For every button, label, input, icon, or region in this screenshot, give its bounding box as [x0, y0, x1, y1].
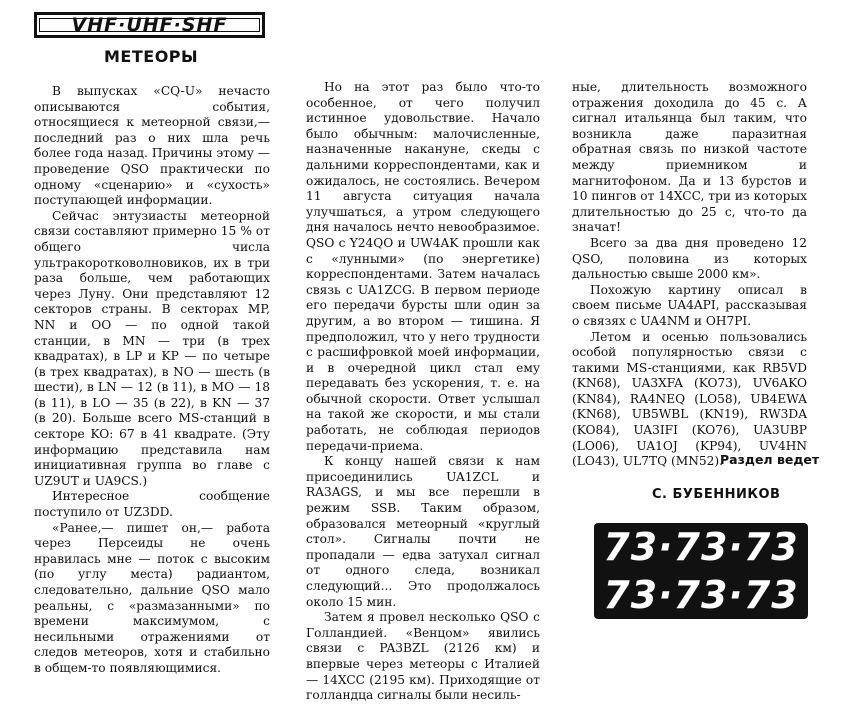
stamp-line: 73·73·73 — [603, 525, 799, 569]
article-title: МЕТЕОРЫ — [104, 47, 199, 66]
section-editor-label: Раздел ведет — [720, 452, 820, 467]
seventy-three-stamp — [594, 523, 808, 619]
article-column-1 — [34, 84, 270, 677]
paragraph: Сейчас энтузиасты метеорной связи составляют примерно 15 % от общего числа ультракоротковолновиков, их в три раза больше, чем работающих через Луну. Они представляют 12 секторов страны. В секторах MP, NN и OO — по одной такой станции, в MN — три (в трех квадратах), в LP и KP — по четыре (в трех квадратах), в NO — шесть (в шести), в LN — 12 (в 11), в MO — 18 (в 11), в LO — 35 (в 22), в KN — 37 (в 20). Больше всего MS-станций в секторе KO: 67 в 41 квадрате. (Эту информацию представила нам инициативная группа во главе с UZ9UT и UA9CS.) — [34, 208, 270, 488]
section-banner — [34, 12, 265, 38]
paragraph: К концу нашей связи к нам присоединились UA1ZCL и RA3AGS, и мы все перешли в режим SSB. Таким образом, образовался метеорный «круглый стол». Сигналы почти не пропадали — едва затухал сигнал от одного следа, возникал следующий... Это продолжалось около 15 мин. — [306, 454, 540, 609]
section-banner-text: VHF·UHF·SHF — [71, 14, 228, 36]
article-column-2 — [306, 80, 540, 704]
paragraph: Интересное сообщение поступило от UZ3DD. — [34, 489, 270, 520]
article-column-3 — [572, 80, 807, 470]
paragraph: Но на этот раз было что-то особенное, от чего получил истинное удовольствие. Начало было обычным: малочисленные, назначенные накануне, скеды с дальними корреспондентами, как и ожидалось, не состоялись. Вечером 11 августа ситуация начала улучшаться, а утром следующего дня началось нечто невообразимое. QSO с Y24QO и UW4AK прошли как с «лунными» (по энергетике) корреспондентами. Затем началась связь с UA1ZCG. В первом периоде его передачи бурсты шли один за другим, а во втором — тишина. Я предположил, что у него трудности с расшифровкой моей информации, и в очередной цикл стал ему передавать без ускорения, т. е. на обычной скорости. Ответ услышал на такой же скорости, и мы стали работать, не соблюдая периодов передачи-приема. — [306, 80, 540, 453]
paragraph: ные, длительность возможного отражения доходила до 45 с. А сигнал итальянца был таким, что возникла даже паразитная обратная связь по низкой частоте между приемником и магнитофоном. Да и 13 бурстов и 10 пингов от 14XCC, три из которых длительностью до 25 с, что-то да значат! — [572, 80, 807, 235]
paragraph: «Ранее,— пишет он,— работа через Персеиды не очень нравилась мне — поток с высоким (по углу места) радиантом, следовательно, дальние QSO мало реальны, с «размазанными» по времени максимумом, с несильными отражениями от следов метеоров, хотя и стабильно в общем-то появляющимися. — [34, 520, 270, 675]
stamp-line: 73·73·73 — [603, 573, 799, 617]
paragraph: Всего за два дня проведено 12 QSO, половина из которых дальностью свыше 2000 км». — [572, 235, 807, 282]
paragraph: Похожую картину описал в своем письме UA4API, рассказывая о связях с UA4NM и OH7PI. — [572, 282, 807, 328]
paragraph: Затем я провел несколько QSO с Голландией. «Венцом» явились связи с PA3BZL (2126 км) и впервые через метеоры с Италией — 14XCC (2195 км). Приходящие от голландца сигналы были несиль- — [306, 610, 540, 703]
paragraph: Летом и осенью пользовались особой популярностью связи с такими MS-станциями, как RB5VD (KN68), UA3XFA (KO73), UV6AKO (KN84), RA4NEQ (LO58), UB4EWA (KN68), UB5WBL (KN19), RW3DA (KO84), UA3IFI (KO76), UA3UBP (LO06), UA1OJ (KP94), UV4HN (LO43), UL7TQ (MN52). — [572, 329, 807, 469]
section-editor-name: С. БУБЕННИКОВ — [652, 487, 781, 502]
paragraph: В выпусках «CQ-U» нечасто описываются события, относящиеся к метеорной связи,— последний раз о них шла речь более года назад. Причины этому — проведение QSO практически по одному «сценарию» и «сухость» поступающей информации. — [34, 84, 270, 208]
